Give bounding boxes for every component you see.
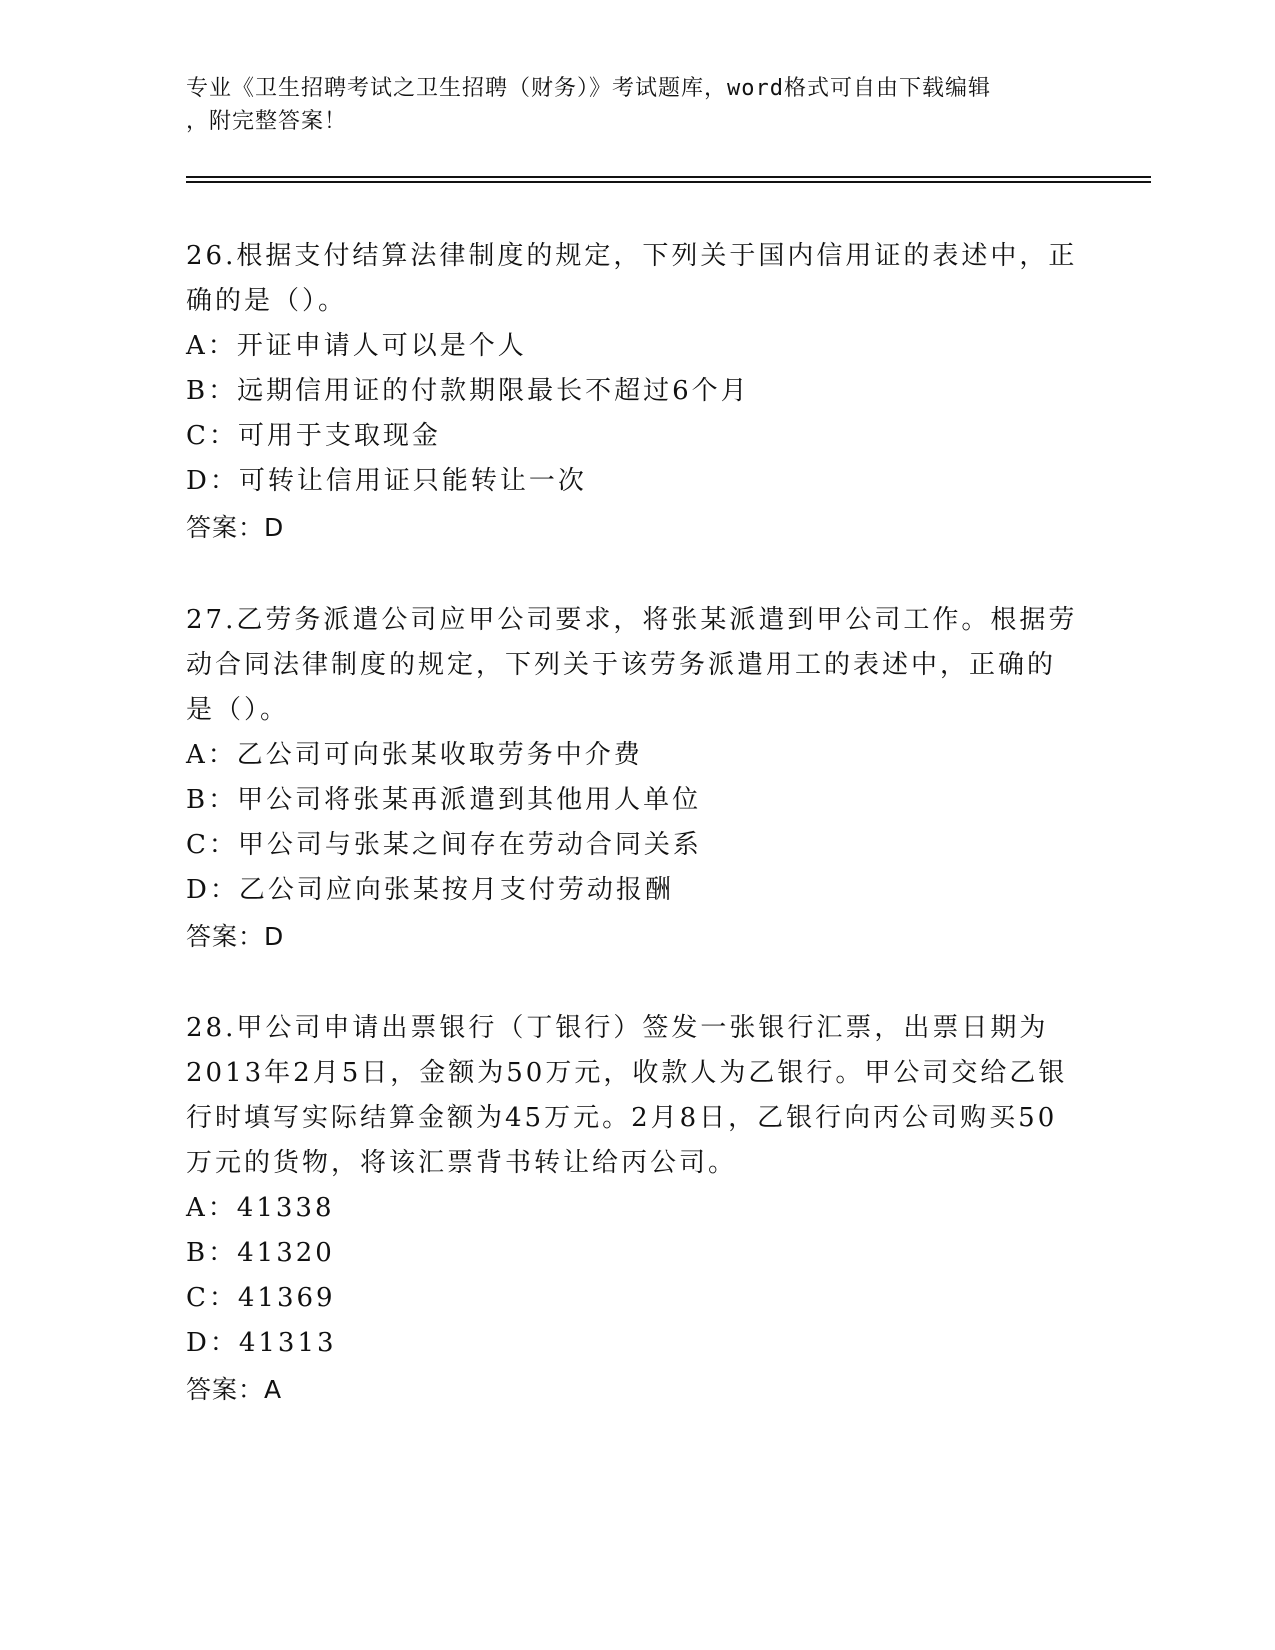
answer-label: 答案：D <box>186 922 285 951</box>
answer-label: 答案：A <box>186 1375 283 1404</box>
option-a: A：41338 <box>186 1193 335 1223</box>
option-c: C：甲公司与张某之间存在劳动合同关系 <box>186 830 702 860</box>
option-b: B：远期信用证的付款期限最长不超过6个月 <box>186 376 750 406</box>
question-text-line: 27.乙劳务派遣公司应甲公司要求，将张某派遣到甲公司工作。根据劳 <box>186 605 1078 635</box>
answer-label: 答案：D <box>186 513 285 542</box>
option-b: B：41320 <box>186 1238 335 1268</box>
option-b: B：甲公司将张某再派遣到其他用人单位 <box>186 785 702 815</box>
question-text-line: 行时填写实际结算金额为45万元。2月8日，乙银行向丙公司购买50 <box>186 1103 1058 1133</box>
question-text-line: 动合同法律制度的规定，下列关于该劳务派遣用工的表述中，正确的 <box>186 650 1057 680</box>
option-a: A：开证申请人可以是个人 <box>186 331 527 361</box>
header-line-1: 专业《卫生招聘考试之卫生招聘（财务）》考试题库，word格式可自由下载编辑 <box>186 76 991 101</box>
option-c: C：可用于支取现金 <box>186 421 441 451</box>
document-header <box>186 72 1066 138</box>
header-line-2: ，附完整答案！ <box>186 109 348 134</box>
question-text-line: 确的是（）。 <box>186 286 348 316</box>
header-divider-top <box>186 176 1151 178</box>
question-28 <box>186 1006 1086 1414</box>
question-text-line: 26.根据支付结算法律制度的规定，下列关于国内信用证的表述中，正 <box>186 241 1078 271</box>
question-text-line: 是（）。 <box>186 695 290 725</box>
question-26 <box>186 234 1086 552</box>
option-d: D：41313 <box>186 1328 337 1358</box>
question-27 <box>186 598 1086 961</box>
question-text-line: 万元的货物，将该汇票背书转让给丙公司。 <box>186 1148 738 1178</box>
option-c: C：41369 <box>186 1283 336 1313</box>
option-d: D：乙公司应向张某按月支付劳动报酬 <box>186 875 674 905</box>
option-d: D：可转让信用证只能转让一次 <box>186 466 587 496</box>
header-divider-bottom <box>186 181 1151 183</box>
option-a: A：乙公司可向张某收取劳务中介费 <box>186 740 643 770</box>
question-text-line: 28.甲公司申请出票银行（丁银行）签发一张银行汇票，出票日期为 <box>186 1013 1049 1043</box>
question-text-line: 2013年2月5日，金额为50万元，收款人为乙银行。甲公司交给乙银 <box>186 1058 1068 1088</box>
